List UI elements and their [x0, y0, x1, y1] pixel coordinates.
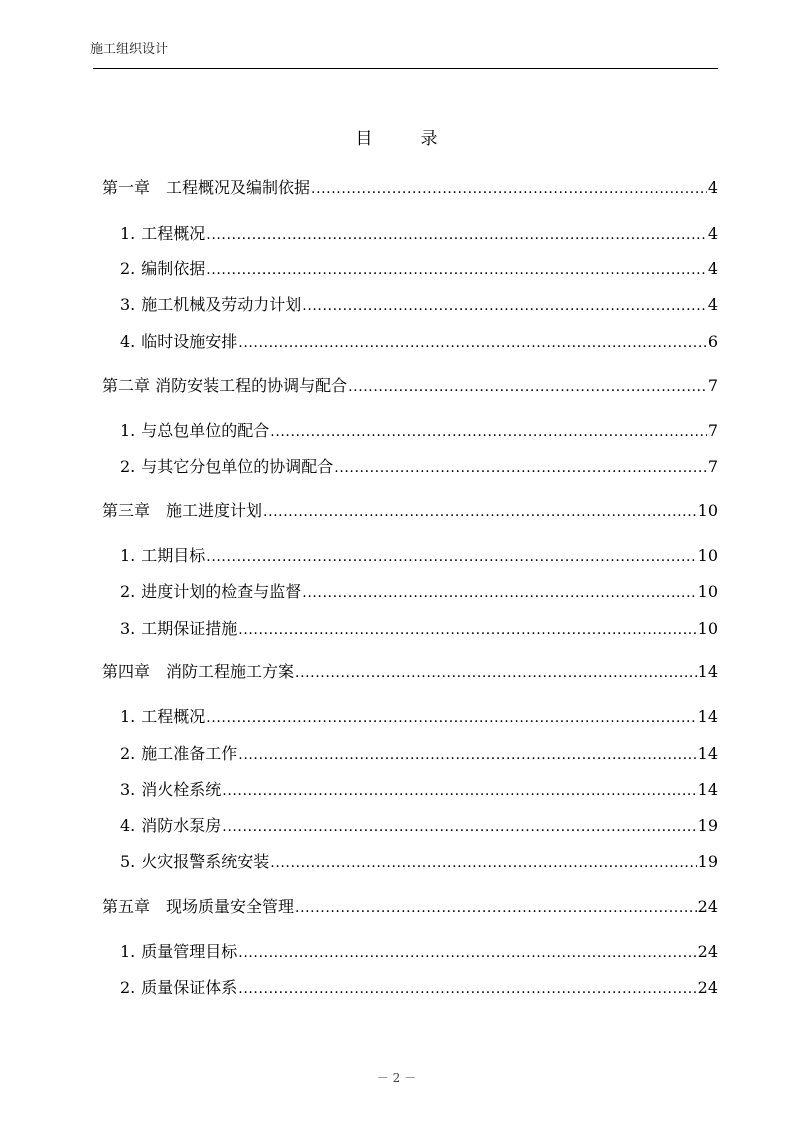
toc-section-number: 3. — [120, 780, 136, 799]
toc-section-4-3[interactable] — [120, 780, 718, 801]
running-header: 施工组织设计 — [90, 42, 169, 57]
toc-section-1-4[interactable] — [120, 332, 718, 353]
dot-leader — [238, 978, 696, 999]
toc-section-number: 5. — [120, 852, 136, 871]
toc-section-1-1[interactable] — [120, 224, 718, 245]
toc-section-number: 4. — [120, 332, 136, 351]
toc-section-3-2[interactable] — [120, 582, 718, 603]
toc-section-number: 1. — [120, 224, 136, 243]
toc-entry-label: 施工机械及劳动力计划 — [141, 295, 302, 314]
toc-page-number: 19 — [697, 816, 718, 835]
toc-section-number: 2. — [120, 744, 136, 763]
dot-leader — [206, 224, 707, 245]
toc-chapter-3[interactable] — [102, 501, 718, 522]
toc-entry-label: 工期保证措施 — [141, 619, 238, 638]
toc-entry-label: 第二章 消防安装工程的协调与配合 — [102, 376, 348, 395]
toc-entry-label: 质量保证体系 — [141, 978, 238, 997]
toc-page-number: 14 — [697, 707, 718, 726]
toc-entry-label: 火灾报警系统安装 — [141, 852, 270, 871]
toc-entry-label: 消火栓系统 — [141, 780, 222, 799]
toc-chapter-4[interactable] — [102, 662, 718, 683]
toc-chapter-1[interactable] — [102, 178, 718, 199]
toc-section-2-2[interactable] — [120, 457, 718, 478]
header-divider — [93, 68, 718, 69]
toc-section-number: 2. — [120, 978, 136, 997]
toc-entry-label: 第三章 施工进度计划 — [102, 501, 263, 520]
toc-page-number: 14 — [697, 780, 718, 799]
toc-section-3-3[interactable] — [120, 619, 718, 640]
toc-section-4-2[interactable] — [120, 744, 718, 765]
dot-leader — [302, 295, 707, 316]
toc-title — [0, 124, 793, 149]
toc-page-number: 7 — [707, 376, 718, 395]
toc-entry-label: 第四章 消防工程施工方案 — [102, 662, 295, 681]
dot-leader — [206, 546, 696, 567]
dot-leader — [295, 897, 697, 918]
toc-title-char-1: 目 — [355, 129, 373, 149]
toc-section-number: 1. — [120, 707, 136, 726]
toc-entry-label: 与总包单位的配合 — [141, 421, 270, 440]
toc-page-number: 10 — [697, 619, 718, 638]
toc-page-number: 6 — [707, 332, 718, 351]
toc-section-4-4[interactable] — [120, 816, 718, 837]
toc-page-number: 24 — [697, 978, 718, 997]
toc-page-number: 4 — [707, 295, 718, 314]
toc-entry-label: 质量管理目标 — [141, 942, 238, 961]
toc-page-number: 19 — [697, 852, 718, 871]
toc-entry-label: 临时设施安排 — [141, 332, 238, 351]
toc-section-number: 4. — [120, 816, 136, 835]
toc-section-number: 3. — [120, 295, 136, 314]
toc-entry-label: 进度计划的检查与监督 — [141, 582, 302, 601]
toc-entry-label: 消防水泵房 — [141, 816, 222, 835]
toc-page-number: 10 — [697, 582, 718, 601]
toc-entry-label: 第五章 现场质量安全管理 — [102, 897, 295, 916]
toc-entry-label: 编制依据 — [141, 259, 206, 278]
toc-section-1-2[interactable] — [120, 259, 718, 280]
dot-leader — [206, 259, 707, 280]
dot-leader — [302, 582, 696, 603]
toc-entry-label: 与其它分包单位的协调配合 — [141, 457, 334, 476]
toc-section-number: 2. — [120, 582, 136, 601]
toc-page-number: 4 — [707, 224, 718, 243]
page-number-footer: － 2 － — [376, 1071, 417, 1085]
toc-page-number: 7 — [707, 421, 718, 440]
dot-leader — [222, 780, 696, 801]
dot-leader — [238, 332, 707, 353]
toc-section-4-1[interactable] — [120, 707, 718, 728]
toc-section-5-2[interactable] — [120, 978, 718, 999]
toc-page-number: 10 — [697, 501, 718, 520]
dot-leader — [295, 662, 697, 683]
toc-chapter-5[interactable] — [102, 897, 718, 918]
toc-section-number: 2. — [120, 259, 136, 278]
dot-leader — [263, 501, 697, 522]
toc-section-number: 3. — [120, 619, 136, 638]
toc-entry-label: 施工准备工作 — [141, 744, 238, 763]
toc-page-number: 24 — [697, 897, 718, 916]
toc-page-number: 10 — [697, 546, 718, 565]
dot-leader — [270, 421, 707, 442]
toc-section-number: 1. — [120, 421, 136, 440]
toc-section-5-1[interactable] — [120, 942, 718, 963]
dot-leader — [334, 457, 707, 478]
toc-title-char-2: 录 — [420, 129, 438, 149]
toc-section-number: 2. — [120, 457, 136, 476]
toc-chapter-2[interactable] — [102, 376, 718, 397]
toc-entry-label: 第一章 工程概况及编制依据 — [102, 178, 311, 197]
toc-entry-label: 工期目标 — [141, 546, 206, 565]
toc-section-4-5[interactable] — [120, 852, 718, 873]
toc-page-number: 7 — [707, 457, 718, 476]
dot-leader — [238, 619, 696, 640]
toc-page-number: 14 — [697, 662, 718, 681]
toc-entry-label: 工程概况 — [141, 224, 206, 243]
toc-page-number: 24 — [697, 942, 718, 961]
toc-section-1-3[interactable] — [120, 295, 718, 316]
toc-page-number: 4 — [707, 178, 718, 197]
dot-leader — [206, 707, 696, 728]
toc-section-number: 1. — [120, 942, 136, 961]
toc-page-number: 14 — [697, 744, 718, 763]
dot-leader — [270, 852, 696, 873]
toc-section-3-1[interactable] — [120, 546, 718, 567]
dot-leader — [222, 816, 696, 837]
toc-section-number: 1. — [120, 546, 136, 565]
dot-leader — [348, 376, 707, 397]
toc-page-number: 4 — [707, 259, 718, 278]
toc-entry-label: 工程概况 — [141, 707, 206, 726]
dot-leader — [311, 178, 707, 199]
dot-leader — [238, 744, 696, 765]
toc-section-2-1[interactable] — [120, 421, 718, 442]
dot-leader — [238, 942, 696, 963]
